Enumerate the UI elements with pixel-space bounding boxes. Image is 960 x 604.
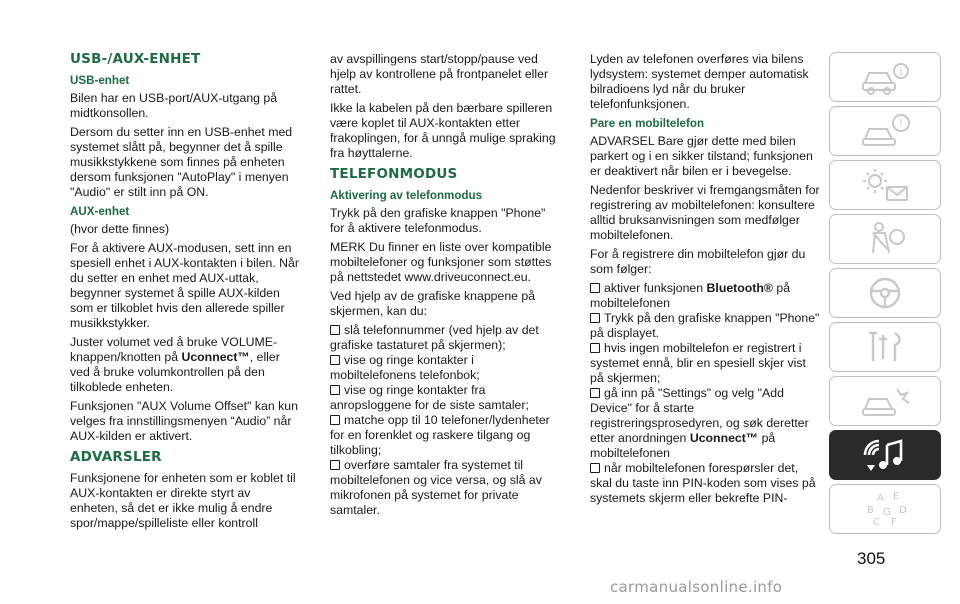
paragraph: Ikke la kabelen på den bærbare spilleren være koplet til AUX-kontakten etter frakoplingen, for å unngå mulige spraking fra høyttalerne. [330, 101, 556, 160]
subheading-usb: USB-enhet [70, 74, 130, 87]
paragraph: Funksjonene for enheten som er koblet til AUX-kontakten er direkte styrt av enheten, så det er ikke mulig å endre spor/mappe/spilleliste eller kontroll [70, 471, 296, 530]
checkbox-bullet-icon [330, 415, 340, 425]
checkbox-bullet-icon [330, 325, 340, 335]
multimedia-icon [857, 435, 913, 475]
svg-text:!: ! [898, 117, 904, 130]
svg-text:B: B [867, 505, 874, 516]
svg-text:A: A [877, 493, 884, 504]
list-item: når mobiltelefonen forespørsler det, skal du taste inn PIN-koden som vises på systemets skjerm eller bekrefte PIN- [590, 461, 816, 505]
car-warning-icon [857, 111, 913, 151]
checkbox-bullet-icon [590, 463, 600, 473]
steering-wheel-icon [857, 273, 913, 313]
list-item: gå inn på "Settings" og velg "Add Device" for å starte registreringsprosedyren, og søk deretter etter anordningen Uconnect™ på mobiltelefonen [590, 386, 809, 460]
checkbox-bullet-icon [590, 343, 600, 353]
subheading-aux: AUX-enhet [70, 205, 130, 218]
tab-steering-wheel[interactable] [829, 268, 941, 318]
svg-text:D: D [899, 505, 907, 516]
list-item: vise og ringe kontakter fra anropsloggene for de siste samtaler; [330, 383, 529, 412]
car-crash-icon [857, 381, 913, 421]
tab-car-warning[interactable] [829, 106, 941, 156]
column-2 [330, 52, 562, 518]
svg-text:i: i [899, 67, 903, 78]
paragraph: (hvor dette finnes) [70, 222, 170, 236]
subheading-pairing: Pare en mobiltelefon [590, 117, 705, 130]
list-item: matche opp til 10 telefoner/lydenheter for en forenklet og raskere tilgang og tilkobling; [330, 413, 550, 457]
checkbox-bullet-icon [330, 385, 340, 395]
column-1 [70, 52, 300, 535]
feature-list [330, 323, 562, 518]
car-info-icon [857, 57, 913, 97]
warning-paragraph: ADVARSEL Bare gjør dette med bilen parkert og i en sikker tilstand; funksjonen er deaktivert når bilen er i bevegelse. [590, 134, 813, 178]
tab-tools[interactable] [829, 322, 941, 372]
note-paragraph: MERK Du finner en liste over kompatible mobiltelefoner og funksjoner som støttes på nettstedet www.driveuconnect.eu. [330, 240, 552, 284]
tab-multimedia[interactable] [829, 430, 941, 480]
list-item: aktiver funksjonen Bluetooth® på mobiltelefonen [590, 281, 791, 310]
paragraph: Bilen har en USB-port/AUX-utgang på midtkonsollen. [70, 91, 278, 120]
svg-text:C: C [873, 517, 880, 528]
pairing-steps [590, 281, 822, 506]
tab-car-crash[interactable] [829, 376, 941, 426]
paragraph: Lyden av telefonen overføres via bilens lydsystem: systemet demper automatisk bilradioens lyd når du bruker telefonfunksjonen. [590, 52, 809, 111]
tools-icon [857, 327, 913, 367]
list-item: vise og ringe kontakter i mobiltelefonens telefonbok; [330, 353, 480, 382]
section-heading-phone-mode: TELEFONMODUS [330, 166, 458, 182]
paragraph: Trykk på den grafiske knappen "Phone" for å aktivere telefonmodus. [330, 206, 546, 235]
checkbox-bullet-icon [590, 283, 600, 293]
column-3 [590, 52, 822, 506]
paragraph: av avspillingens start/stopp/pause ved hjelp av kontrollene på frontpanelet eller rattet. [330, 52, 549, 96]
checkbox-bullet-icon [330, 355, 340, 365]
section-heading-usb-aux: USB-/AUX-ENHET [70, 51, 201, 67]
list-item: hvis ingen mobiltelefon er registrert i systemet ennå, blir en spesiell skjer vist på skjermen; [590, 341, 806, 385]
tab-seatbelt-airbag[interactable] [829, 214, 941, 264]
list-item: slå telefonnummer (ved hjelp av det grafiske tastaturet på skjermen); [330, 323, 539, 352]
index-icon [857, 489, 913, 529]
paragraph: For å aktivere AUX-modusen, sett inn en spesiell enhet i AUX-kontakten i bilen. Når du setter en enhet med AUX-uttak, begynner systemet å spille AUX-kilden som er tilkoblet hvis den allerede spiller musikkstykker. [70, 241, 299, 330]
checkbox-bullet-icon [330, 460, 340, 470]
paragraph: For å registrere din mobiltelefon gjør du som følger: [590, 247, 806, 276]
paragraph: Dersom du setter inn en USB-enhet med systemet slått på, begynner det å spille musikkstykkene som finnes på enheten dersom funksjonen "AutoPlay" i menyen "Audio" er stilt inn på ON. [70, 125, 293, 199]
tab-car-info[interactable] [829, 52, 941, 102]
chapter-tabs [829, 52, 941, 538]
subheading-activation: Aktivering av telefonmodus [330, 189, 483, 202]
paragraph: Ved hjelp av de grafiske knappene på skjermen, kan du: [330, 289, 536, 318]
svg-text:E: E [893, 491, 900, 502]
list-item: overføre samtaler fra systemet til mobiltelefonen og vice versa, og slå av mikrofonen på systemet for private samtaler. [330, 458, 542, 517]
checkbox-bullet-icon [590, 388, 600, 398]
checkbox-bullet-icon [590, 313, 600, 323]
watermark: carmanualsonline.info [610, 578, 783, 596]
paragraph: Funksjonen "AUX Volume Offset" kan kun velges fra innstillingsmenyen “Audio” når AUX-kilden er aktivert. [70, 399, 298, 443]
page-number: 305 [857, 549, 886, 568]
paragraph: Nedenfor beskriver vi fremgangsmåten for registrering av mobiltelefonen: konsultere alltid bruksanvisningen som medfølger mobiltelefonen. [590, 183, 820, 242]
list-item: Trykk på den grafiske knappen "Phone" på displayet. [590, 311, 820, 340]
svg-text:F: F [891, 517, 897, 528]
seatbelt-airbag-icon [857, 219, 913, 259]
lights-icon [857, 165, 913, 205]
svg-text:G: G [883, 507, 891, 518]
paragraph-volume: Juster volumet ved å bruke VOLUME-knappen/knotten på Uconnect™, eller ved å bruke volumkontrollen på den tilkoblede enheten. [70, 335, 280, 394]
tab-lights[interactable] [829, 160, 941, 210]
tab-index[interactable] [829, 484, 941, 534]
section-heading-warnings: ADVARSLER [70, 449, 162, 465]
